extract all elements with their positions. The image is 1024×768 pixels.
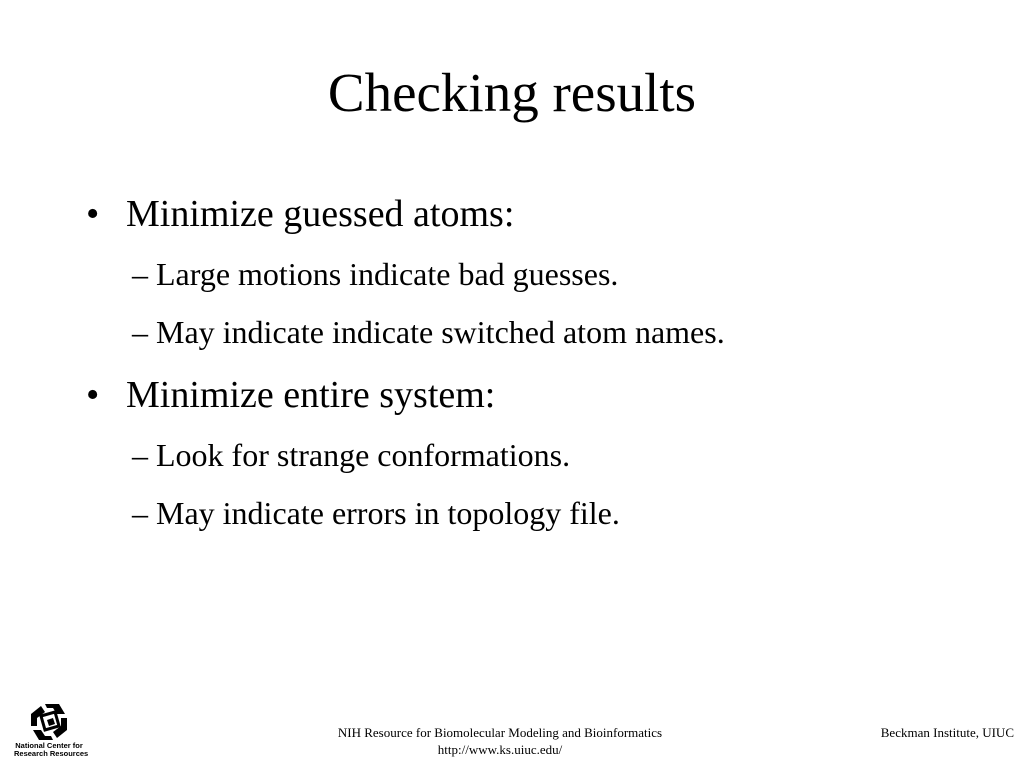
- bullet-text: Minimize entire system:: [126, 374, 496, 416]
- bullet-text: Minimize guessed atoms:: [126, 193, 515, 235]
- footer-institute: Beckman Institute, UIUC: [880, 725, 1014, 740]
- logo-caption: [14, 741, 89, 758]
- bullet-marker: •: [86, 193, 100, 235]
- bullet-minimize-entire-system: [86, 373, 495, 417]
- ncrr-logo-mark-icon: [14, 700, 84, 744]
- bullet-marker: •: [86, 374, 100, 416]
- slide-title: Checking results: [327, 62, 697, 123]
- bullet-minimize-guessed-atoms: [86, 192, 514, 236]
- footer-resource-name: NIH Resource for Biomolecular Modeling and Bioinformatics: [337, 725, 663, 740]
- sub-bullet-switched-names: – May indicate indicate switched atom names.: [132, 314, 725, 350]
- footer-center: [280, 724, 720, 758]
- sub-bullet-topology-errors: – May indicate errors in topology file.: [132, 495, 620, 531]
- logo-caption-line2: Research Resources: [14, 749, 89, 758]
- sub-bullet-strange-conformations: – Look for strange conformations.: [132, 437, 571, 473]
- footer-url: http://www.ks.uiuc.edu/: [437, 742, 563, 757]
- sub-bullet-large-motions: – Large motions indicate bad guesses.: [132, 256, 619, 292]
- logo-caption-line1: National Center for: [15, 741, 83, 750]
